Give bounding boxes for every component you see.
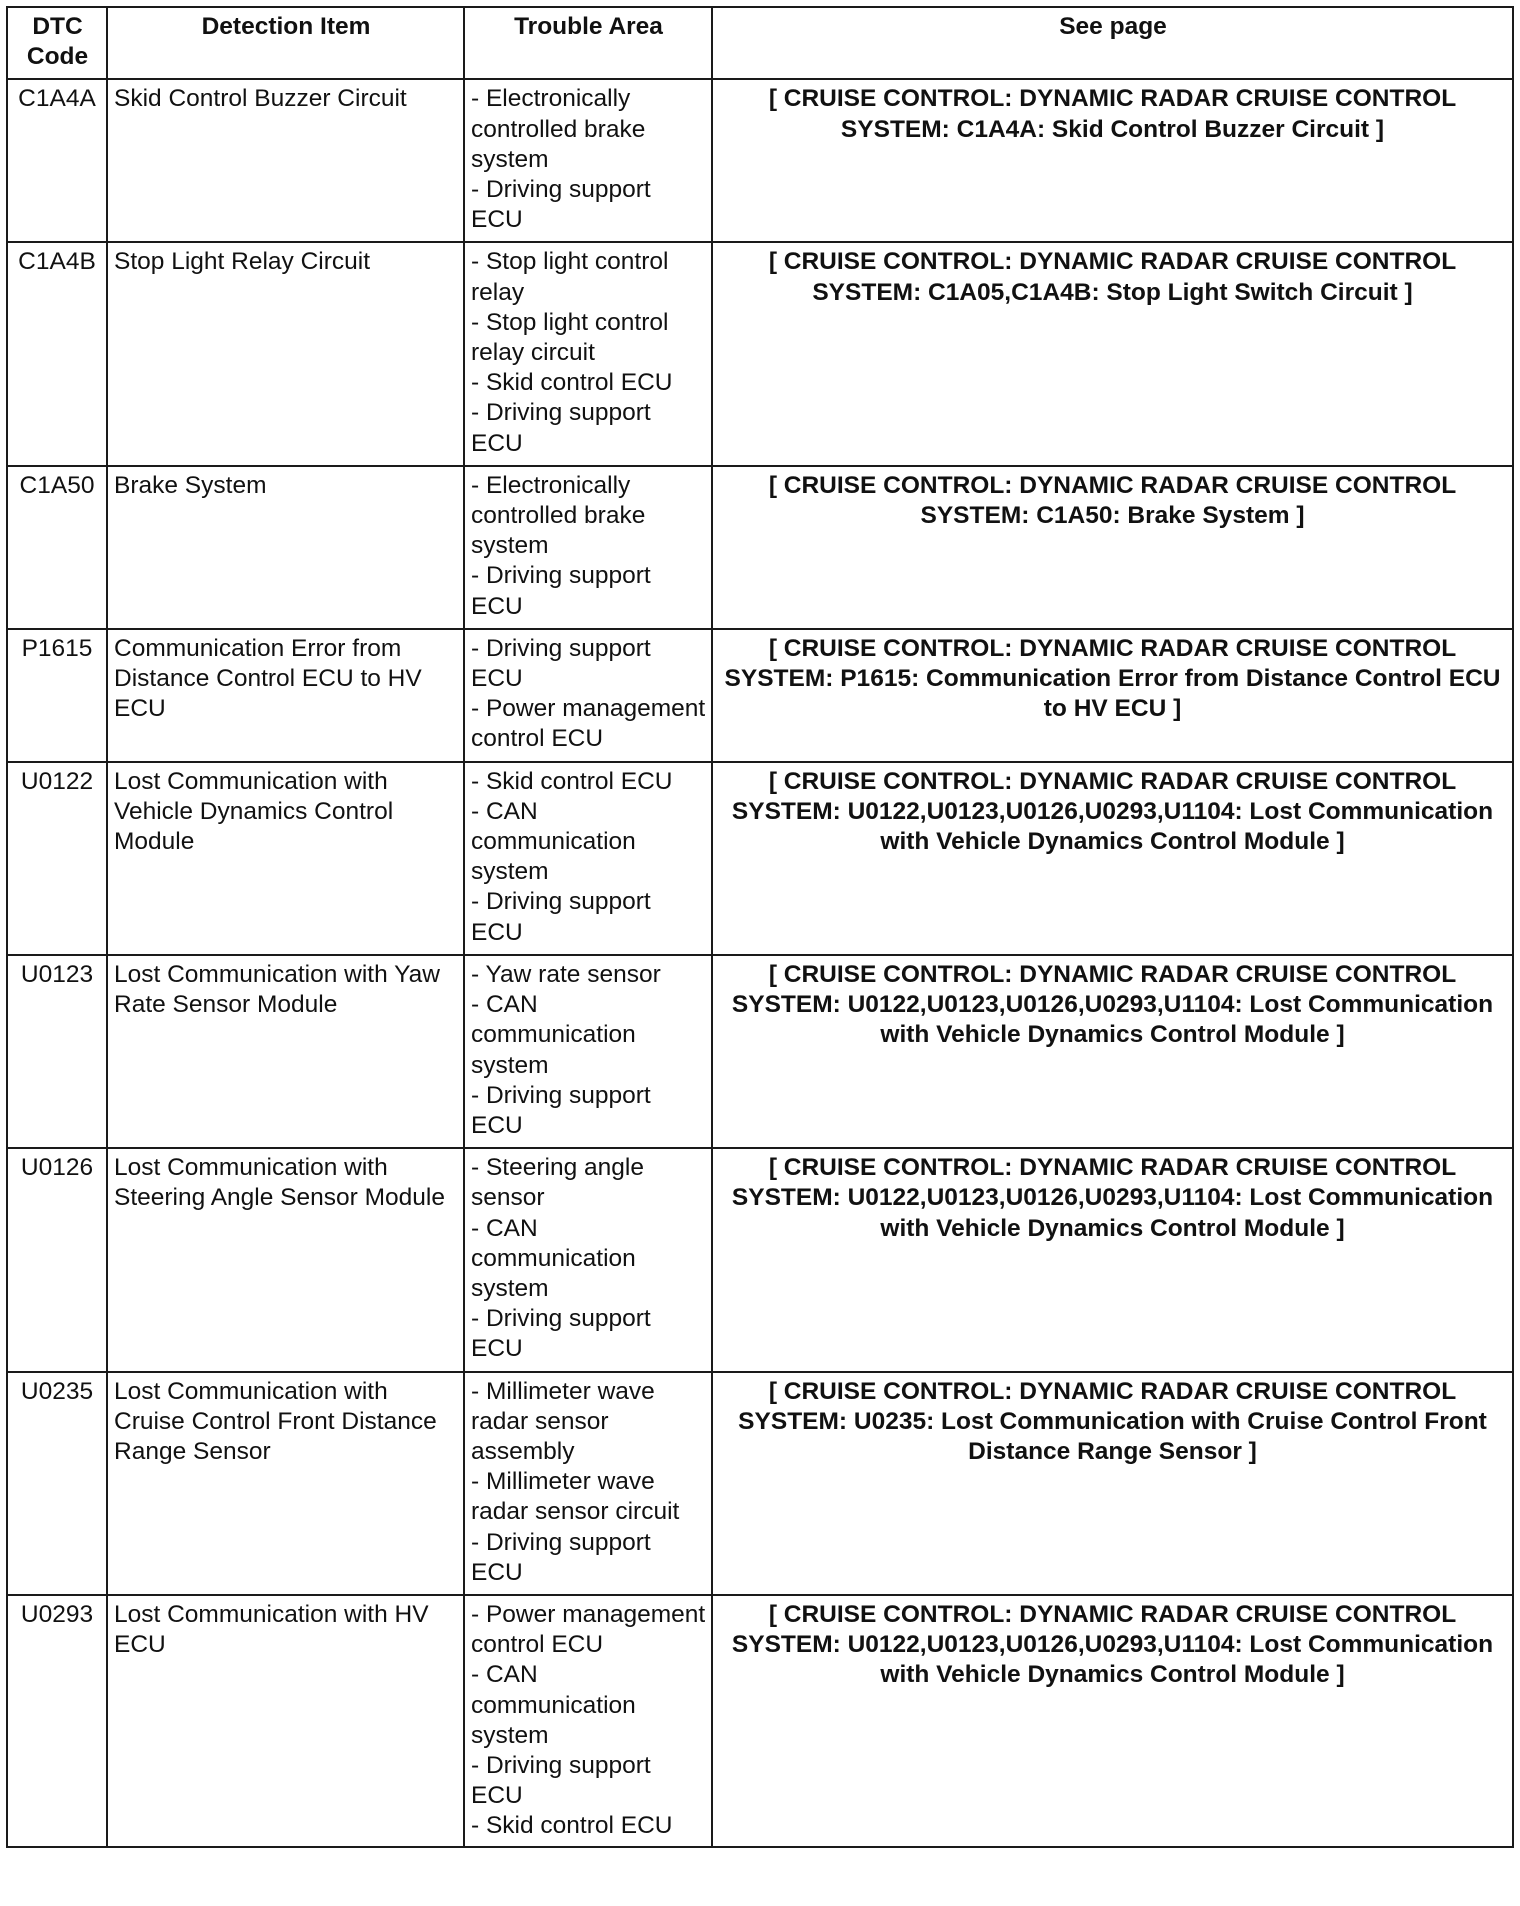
detection-item-cell: Communication Error from Distance Control ECU to HV ECU bbox=[107, 629, 464, 762]
table-row bbox=[7, 242, 1513, 465]
trouble-area-item: - Steering angle sensor bbox=[471, 1154, 644, 1212]
trouble-area-cell bbox=[464, 955, 712, 1148]
trouble-area-item: - Driving support ECU bbox=[471, 1751, 651, 1810]
dtc-code-cell: C1A50 bbox=[7, 466, 107, 629]
dtc-code-cell: U0126 bbox=[7, 1148, 107, 1371]
detection-item-cell: Lost Communication with Yaw Rate Sensor Module bbox=[107, 955, 464, 1148]
detection-item-cell: Lost Communication with Cruise Control Front Distance Range Sensor bbox=[107, 1372, 464, 1595]
trouble-area-cell bbox=[464, 242, 712, 465]
table-header-row bbox=[7, 7, 1513, 79]
dtc-code-cell: U0235 bbox=[7, 1372, 107, 1595]
header-dtc-line2: Code bbox=[26, 43, 89, 71]
trouble-area-cell bbox=[464, 1372, 712, 1595]
trouble-area-item: - Electronically controlled brake system bbox=[471, 471, 646, 560]
detection-item-cell: Skid Control Buzzer Circuit bbox=[107, 79, 464, 242]
trouble-area-item: - Driving support ECU bbox=[471, 888, 651, 946]
trouble-area-item: - CAN communication system bbox=[471, 1214, 636, 1302]
detection-item-cell: Lost Communication with Vehicle Dynamics Control Module bbox=[107, 762, 464, 955]
see-page-link[interactable]: [ CRUISE CONTROL: DYNAMIC RADAR CRUISE CONTROL SYSTEM: U0122,U0123,U0126,U0293,U1104: Lost Communication with Vehicle Dynamics Control Module ] bbox=[712, 1595, 1513, 1847]
trouble-area-item: - CAN communication system bbox=[471, 1661, 636, 1749]
trouble-area-item: - Driving support ECU bbox=[471, 1081, 651, 1139]
trouble-area-item: - Skid control ECU bbox=[471, 767, 673, 795]
detection-item-cell: Stop Light Relay Circuit bbox=[107, 242, 464, 465]
table-row bbox=[7, 466, 1513, 629]
header-detection-item: Detection Item bbox=[107, 7, 464, 79]
see-page-link[interactable]: [ CRUISE CONTROL: DYNAMIC RADAR CRUISE CONTROL SYSTEM: P1615: Communication Error from Distance Control ECU to HV ECU ] bbox=[712, 629, 1513, 762]
trouble-area-item: - Driving support ECU bbox=[471, 634, 651, 693]
header-dtc-line1: DTC bbox=[32, 13, 83, 40]
trouble-area-item: - Driving support ECU bbox=[471, 399, 651, 457]
table-row bbox=[7, 629, 1513, 762]
trouble-area-item: - Driving support ECU bbox=[471, 1305, 651, 1363]
see-page-link[interactable]: [ CRUISE CONTROL: DYNAMIC RADAR CRUISE CONTROL SYSTEM: U0122,U0123,U0126,U0293,U1104: Lost Communication with Vehicle Dynamics Control Module ] bbox=[712, 1148, 1513, 1371]
dtc-code-cell: U0122 bbox=[7, 762, 107, 955]
dtc-table bbox=[6, 6, 1514, 1848]
table-row bbox=[7, 1372, 1513, 1595]
dtc-code-cell: C1A4A bbox=[7, 79, 107, 242]
trouble-area-item: - Driving support ECU bbox=[471, 176, 651, 234]
trouble-area-item: - Skid control ECU bbox=[471, 369, 673, 397]
trouble-area-item: - Skid control ECU bbox=[471, 1812, 673, 1840]
header-trouble-area: Trouble Area bbox=[464, 7, 712, 79]
trouble-area-cell bbox=[464, 79, 712, 242]
trouble-area-item: - Driving support ECU bbox=[471, 1528, 651, 1586]
dtc-code-cell: P1615 bbox=[7, 629, 107, 762]
table-row bbox=[7, 1148, 1513, 1371]
table-row bbox=[7, 79, 1513, 242]
trouble-area-item: - Power management control ECU bbox=[471, 1600, 706, 1659]
trouble-area-item: - Power management control ECU bbox=[471, 695, 706, 753]
trouble-area-item: - CAN communication system bbox=[471, 991, 636, 1079]
see-page-link[interactable]: [ CRUISE CONTROL: DYNAMIC RADAR CRUISE CONTROL SYSTEM: U0235: Lost Communication with Cruise Control Front Distance Range Sensor ] bbox=[712, 1372, 1513, 1595]
detection-item-cell: Lost Communication with HV ECU bbox=[107, 1595, 464, 1847]
trouble-area-item: - Millimeter wave radar sensor circuit bbox=[471, 1468, 680, 1526]
table-row bbox=[7, 955, 1513, 1148]
trouble-area-cell bbox=[464, 762, 712, 955]
trouble-area-item: - CAN communication system bbox=[471, 797, 636, 886]
trouble-area-cell bbox=[464, 629, 712, 762]
trouble-area-cell bbox=[464, 466, 712, 629]
table-row bbox=[7, 762, 1513, 955]
detection-item-cell: Brake System bbox=[107, 466, 464, 629]
trouble-area-item: - Driving support ECU bbox=[471, 562, 651, 620]
table-body bbox=[7, 79, 1513, 1846]
trouble-area-item: - Millimeter wave radar sensor assembly bbox=[471, 1377, 655, 1465]
trouble-area-item: - Electronically controlled brake system bbox=[471, 85, 646, 173]
trouble-area-item: - Yaw rate sensor bbox=[471, 960, 661, 988]
see-page-link[interactable]: [ CRUISE CONTROL: DYNAMIC RADAR CRUISE CONTROL SYSTEM: C1A4A: Skid Control Buzzer Circuit ] bbox=[712, 79, 1513, 242]
trouble-area-item: - Stop light control relay circuit bbox=[471, 308, 669, 367]
see-page-link[interactable]: [ CRUISE CONTROL: DYNAMIC RADAR CRUISE CONTROL SYSTEM: U0122,U0123,U0126,U0293,U1104: Lost Communication with Vehicle Dynamics Control Module ] bbox=[712, 762, 1513, 955]
trouble-area-cell bbox=[464, 1595, 712, 1847]
trouble-area-item: - Stop light control relay bbox=[471, 248, 669, 306]
header-dtc-code bbox=[7, 7, 107, 79]
header-see-page: See page bbox=[712, 7, 1513, 79]
dtc-code-cell: U0293 bbox=[7, 1595, 107, 1847]
trouble-area-cell bbox=[464, 1148, 712, 1371]
table-row bbox=[7, 1595, 1513, 1847]
see-page-link[interactable]: [ CRUISE CONTROL: DYNAMIC RADAR CRUISE CONTROL SYSTEM: U0122,U0123,U0126,U0293,U1104: Lost Communication with Vehicle Dynamics Control Module ] bbox=[712, 955, 1513, 1148]
dtc-code-cell: C1A4B bbox=[7, 242, 107, 465]
detection-item-cell: Lost Communication with Steering Angle Sensor Module bbox=[107, 1148, 464, 1371]
see-page-link[interactable]: [ CRUISE CONTROL: DYNAMIC RADAR CRUISE CONTROL SYSTEM: C1A05,C1A4B: Stop Light Switch Circuit ] bbox=[712, 242, 1513, 465]
see-page-link[interactable]: [ CRUISE CONTROL: DYNAMIC RADAR CRUISE CONTROL SYSTEM: C1A50: Brake System ] bbox=[712, 466, 1513, 629]
dtc-code-cell: U0123 bbox=[7, 955, 107, 1148]
